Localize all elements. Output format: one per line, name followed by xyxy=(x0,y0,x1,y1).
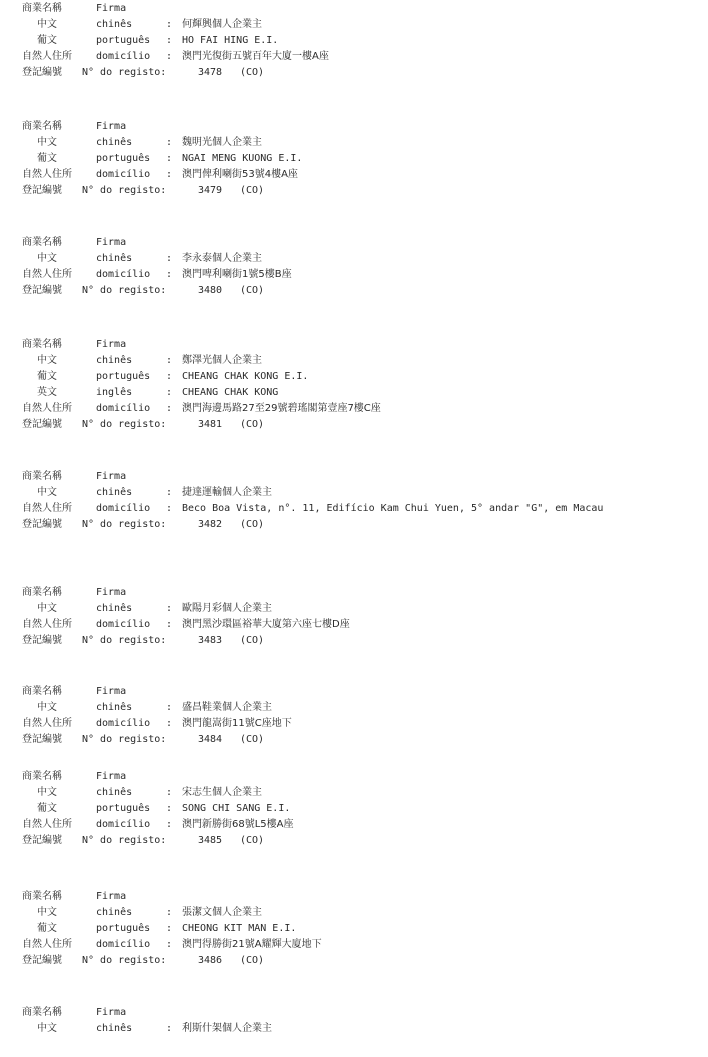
chinese-label-zh: 中文 xyxy=(37,787,57,798)
chinese-label-pt: chinês xyxy=(96,603,133,614)
chinese-label-zh: 中文 xyxy=(37,253,57,264)
registry-label-pt: N° do registo: xyxy=(82,285,167,296)
firm-label-zh: 商業名稱 xyxy=(22,121,62,132)
chinese-label-pt: chinês xyxy=(96,907,133,918)
registry-code: (CO) xyxy=(240,635,265,646)
domicile-label-pt: domicílio xyxy=(96,169,151,180)
chinese-label-zh: 中文 xyxy=(37,19,57,30)
chinese-label-pt: chinês xyxy=(96,702,133,713)
portuguese-label-pt: português xyxy=(96,371,151,382)
domicile-value: 澳門海邊馬路27至29號碧瑤閣第壹座7樓C座 xyxy=(182,403,381,414)
registry-label-pt: N° do registo: xyxy=(82,67,167,78)
registry-number: 3481 xyxy=(198,419,223,430)
colon: : xyxy=(166,403,173,414)
colon: : xyxy=(166,787,173,798)
registry-code: (CO) xyxy=(240,835,265,846)
firm-label-zh: 商業名稱 xyxy=(22,1007,62,1018)
domicile-label-zh: 自然人住所 xyxy=(22,169,72,180)
registry-label-pt: N° do registo: xyxy=(82,835,167,846)
portuguese-name-value: SONG CHI SANG E.I. xyxy=(182,803,291,814)
colon: : xyxy=(166,503,173,514)
portuguese-name-value: HO FAI HING E.I. xyxy=(182,35,279,46)
english-label-zh: 英文 xyxy=(37,387,57,398)
registry-label-zh: 登記編號 xyxy=(22,635,62,646)
domicile-label-pt: domicílio xyxy=(96,939,151,950)
chinese-label-pt: chinês xyxy=(96,355,133,366)
chinese-label-pt: chinês xyxy=(96,1023,133,1034)
registry-label-zh: 登記編號 xyxy=(22,734,62,745)
firm-label-zh: 商業名稱 xyxy=(22,237,62,248)
registry-code: (CO) xyxy=(240,67,265,78)
registry-code: (CO) xyxy=(240,419,265,430)
chinese-name-value: 鄭澤光個人企業主 xyxy=(182,355,262,366)
chinese-label-zh: 中文 xyxy=(37,487,57,498)
chinese-label-pt: chinês xyxy=(96,487,133,498)
domicile-label-zh: 自然人住所 xyxy=(22,939,72,950)
firm-label-pt: Firma xyxy=(96,237,127,248)
registry-number: 3484 xyxy=(198,734,223,745)
chinese-label-zh: 中文 xyxy=(37,355,57,366)
colon: : xyxy=(166,718,173,729)
firm-label-pt: Firma xyxy=(96,686,127,697)
domicile-label-pt: domicílio xyxy=(96,51,151,62)
portuguese-label-zh: 葡文 xyxy=(37,803,57,814)
firm-label-pt: Firma xyxy=(96,3,127,14)
registry-label-pt: N° do registo: xyxy=(82,185,167,196)
portuguese-label-zh: 葡文 xyxy=(37,371,57,382)
english-label-pt: inglês xyxy=(96,387,133,398)
chinese-name-value: 何輝興個人企業主 xyxy=(182,19,262,30)
domicile-label-pt: domicílio xyxy=(96,819,151,830)
colon: : xyxy=(166,487,173,498)
domicile-value: 澳門啤利喇街1號5樓B座 xyxy=(182,269,292,280)
colon: : xyxy=(166,939,173,950)
firm-label-zh: 商業名稱 xyxy=(22,471,62,482)
firm-label-zh: 商業名稱 xyxy=(22,891,62,902)
chinese-name-value: 歐陽月彩個人企業主 xyxy=(182,603,272,614)
chinese-label-zh: 中文 xyxy=(37,137,57,148)
registry-number: 3479 xyxy=(198,185,223,196)
chinese-name-value: 宋志生個人企業主 xyxy=(182,787,262,798)
firm-label-zh: 商業名稱 xyxy=(22,339,62,350)
colon: : xyxy=(166,35,173,46)
registry-number: 3482 xyxy=(198,519,223,530)
colon: : xyxy=(166,169,173,180)
portuguese-label-pt: português xyxy=(96,153,151,164)
colon: : xyxy=(166,1023,173,1034)
colon: : xyxy=(166,907,173,918)
registry-label-zh: 登記編號 xyxy=(22,519,62,530)
registry-code: (CO) xyxy=(240,285,265,296)
domicile-value: Beco Boa Vista, n°. 11, Edifício Kam Chui Yuen, 5° andar "G", em Macau xyxy=(182,503,604,514)
registry-code: (CO) xyxy=(240,185,265,196)
chinese-name-value: 張潔文個人企業主 xyxy=(182,907,262,918)
domicile-value: 澳門新勝街68號L5樓A座 xyxy=(182,819,294,830)
domicile-label-pt: domicílio xyxy=(96,269,151,280)
domicile-label-zh: 自然人住所 xyxy=(22,619,72,630)
domicile-label-zh: 自然人住所 xyxy=(22,503,72,514)
registry-label-zh: 登記編號 xyxy=(22,419,62,430)
colon: : xyxy=(166,19,173,30)
domicile-label-zh: 自然人住所 xyxy=(22,51,72,62)
colon: : xyxy=(166,702,173,713)
colon: : xyxy=(166,253,173,264)
portuguese-label-zh: 葡文 xyxy=(37,923,57,934)
firm-label-pt: Firma xyxy=(96,471,127,482)
chinese-name-value: 捷達運輸個人企業主 xyxy=(182,487,272,498)
firm-label-pt: Firma xyxy=(96,339,127,350)
portuguese-label-pt: português xyxy=(96,803,151,814)
portuguese-label-pt: português xyxy=(96,35,151,46)
colon: : xyxy=(166,619,173,630)
firm-label-pt: Firma xyxy=(96,1007,127,1018)
registry-label-zh: 登記編號 xyxy=(22,67,62,78)
domicile-label-zh: 自然人住所 xyxy=(22,819,72,830)
portuguese-label-zh: 葡文 xyxy=(37,35,57,46)
portuguese-label-pt: português xyxy=(96,923,151,934)
registry-number: 3483 xyxy=(198,635,223,646)
registry-label-zh: 登記編號 xyxy=(22,185,62,196)
registry-number: 3485 xyxy=(198,835,223,846)
colon: : xyxy=(166,269,173,280)
registry-code: (CO) xyxy=(240,519,265,530)
chinese-name-value: 盛昌鞋業個人企業主 xyxy=(182,702,272,713)
registry-label-pt: N° do registo: xyxy=(82,635,167,646)
chinese-name-value: 利斯什架個人企業主 xyxy=(182,1023,272,1034)
registry-number: 3478 xyxy=(198,67,223,78)
colon: : xyxy=(166,923,173,934)
firm-label-pt: Firma xyxy=(96,771,127,782)
chinese-name-value: 李永泰個人企業主 xyxy=(182,253,262,264)
domicile-value: 澳門龍嵩街11號C座地下 xyxy=(182,718,292,729)
chinese-label-pt: chinês xyxy=(96,137,133,148)
domicile-value: 澳門得勝街21號A耀輝大廈地下 xyxy=(182,939,322,950)
colon: : xyxy=(166,387,173,398)
colon: : xyxy=(166,137,173,148)
colon: : xyxy=(166,603,173,614)
portuguese-name-value: CHEONG KIT MAN E.I. xyxy=(182,923,297,934)
colon: : xyxy=(166,153,173,164)
chinese-label-zh: 中文 xyxy=(37,603,57,614)
firm-label-zh: 商業名稱 xyxy=(22,771,62,782)
firm-label-zh: 商業名稱 xyxy=(22,686,62,697)
portuguese-name-value: NGAI MENG KUONG E.I. xyxy=(182,153,303,164)
registry-label-pt: N° do registo: xyxy=(82,955,167,966)
domicile-label-zh: 自然人住所 xyxy=(22,269,72,280)
colon: : xyxy=(166,51,173,62)
domicile-value: 澳門俾利喇街53號4樓A座 xyxy=(182,169,298,180)
domicile-label-zh: 自然人住所 xyxy=(22,403,72,414)
portuguese-label-zh: 葡文 xyxy=(37,153,57,164)
registry-code: (CO) xyxy=(240,955,265,966)
registry-label-pt: N° do registo: xyxy=(82,734,167,745)
registry-label-zh: 登記編號 xyxy=(22,285,62,296)
domicile-label-pt: domicílio xyxy=(96,718,151,729)
firm-label-zh: 商業名稱 xyxy=(22,3,62,14)
colon: : xyxy=(166,803,173,814)
domicile-label-pt: domicílio xyxy=(96,403,151,414)
registry-label-zh: 登記編號 xyxy=(22,955,62,966)
english-name-value: CHEANG CHAK KONG xyxy=(182,387,279,398)
chinese-name-value: 魏明光個人企業主 xyxy=(182,137,262,148)
chinese-label-zh: 中文 xyxy=(37,702,57,713)
colon: : xyxy=(166,355,173,366)
firm-label-zh: 商業名稱 xyxy=(22,587,62,598)
registry-label-pt: N° do registo: xyxy=(82,519,167,530)
chinese-label-zh: 中文 xyxy=(37,1023,57,1034)
chinese-label-pt: chinês xyxy=(96,253,133,264)
domicile-value: 澳門光復街五號百年大廈一樓A座 xyxy=(182,51,329,62)
firm-label-pt: Firma xyxy=(96,891,127,902)
domicile-label-pt: domicílio xyxy=(96,503,151,514)
registry-code: (CO) xyxy=(240,734,265,745)
domicile-value: 澳門黑沙環區裕華大廈第六座七樓D座 xyxy=(182,619,350,630)
chinese-label-pt: chinês xyxy=(96,787,133,798)
firm-label-pt: Firma xyxy=(96,587,127,598)
chinese-label-pt: chinês xyxy=(96,19,133,30)
firm-label-pt: Firma xyxy=(96,121,127,132)
domicile-label-zh: 自然人住所 xyxy=(22,718,72,729)
colon: : xyxy=(166,371,173,382)
registry-number: 3486 xyxy=(198,955,223,966)
colon: : xyxy=(166,819,173,830)
chinese-label-zh: 中文 xyxy=(37,907,57,918)
registry-label-zh: 登記編號 xyxy=(22,835,62,846)
registry-label-pt: N° do registo: xyxy=(82,419,167,430)
domicile-label-pt: domicílio xyxy=(96,619,151,630)
portuguese-name-value: CHEANG CHAK KONG E.I. xyxy=(182,371,309,382)
registry-number: 3480 xyxy=(198,285,223,296)
